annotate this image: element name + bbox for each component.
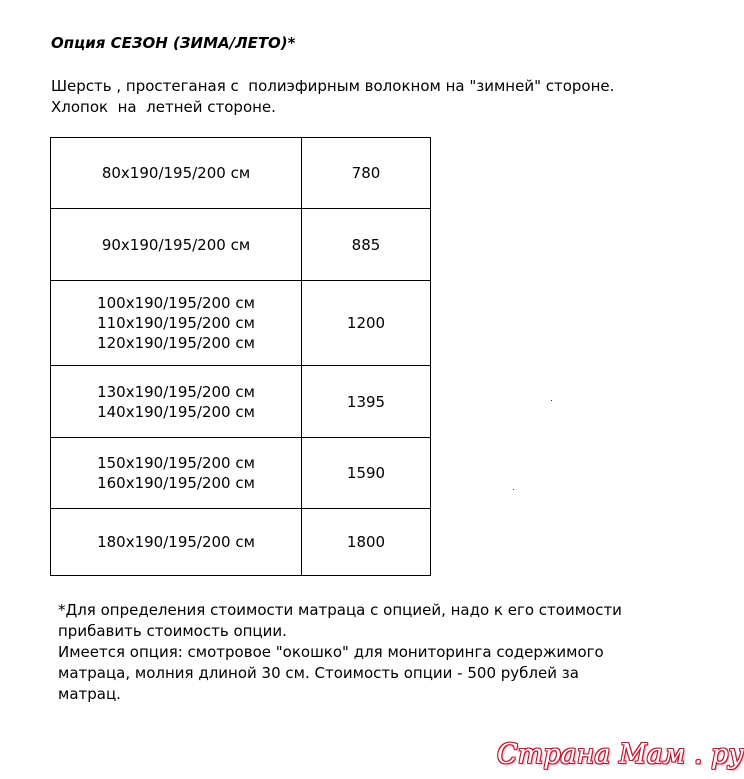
stray-dot: [551, 400, 552, 401]
size-label: 160x190/195/200 см: [97, 474, 255, 492]
footnote: [58, 600, 698, 705]
option-title: Опция СЕЗОН (ЗИМА/ЛЕТО)*: [51, 34, 296, 52]
price-cell: 1395: [302, 366, 431, 438]
size-cell: [51, 509, 302, 576]
size-cell: [51, 281, 302, 366]
size-cell: [51, 366, 302, 438]
description-line: Шерсть , простеганая с полиэфирным волокном на "зимней" стороне.: [51, 77, 615, 95]
size-label: 140x190/195/200 см: [97, 402, 255, 421]
table-row: [51, 438, 431, 509]
price-cell: 780: [302, 138, 431, 209]
stray-dot: [513, 489, 514, 490]
size-cell: [51, 438, 302, 509]
price-cell: 1200: [302, 281, 431, 366]
size-label: 120x190/195/200 см: [97, 334, 255, 352]
price-cell: 885: [302, 209, 431, 281]
size-cell: [51, 209, 302, 281]
description-line: Хлопок на летней стороне.: [51, 98, 276, 116]
footnote-line: прибавить стоимость опции.: [58, 622, 287, 640]
size-label: 150x190/195/200 см: [97, 454, 255, 472]
footnote-line: матрац.: [58, 685, 121, 703]
size-cell: [51, 138, 302, 209]
price-cell: 1800: [302, 509, 431, 576]
table-row: [51, 138, 431, 209]
size-label: 80x190/195/200 см: [101, 164, 251, 182]
footnote-line: *Для определения стоимости матраца с опцией, надо к его стоимости: [58, 601, 622, 619]
size-label: 100x190/195/200 см: [97, 294, 255, 312]
table-row: [51, 509, 431, 576]
price-cell: 1590: [302, 438, 431, 509]
size-label: 90x190/195/200 см: [101, 235, 251, 254]
table-row: [51, 209, 431, 281]
table-row: [51, 366, 431, 438]
footnote-line: матраца, молния длиной 30 см. Стоимость опции - 500 рублей за: [58, 664, 579, 682]
price-table: [50, 137, 431, 576]
footnote-line: Имеется опция: смотровое "окошко" для мониторинга содержимого: [58, 643, 604, 661]
table-row: [51, 281, 431, 366]
size-label: 110x190/195/200 см: [97, 314, 255, 332]
size-label: 130x190/195/200 см: [97, 382, 255, 401]
site-watermark: Страна Мам . ру: [497, 739, 744, 770]
size-label: 180x190/195/200 см: [97, 533, 255, 551]
option-description: [51, 76, 614, 118]
